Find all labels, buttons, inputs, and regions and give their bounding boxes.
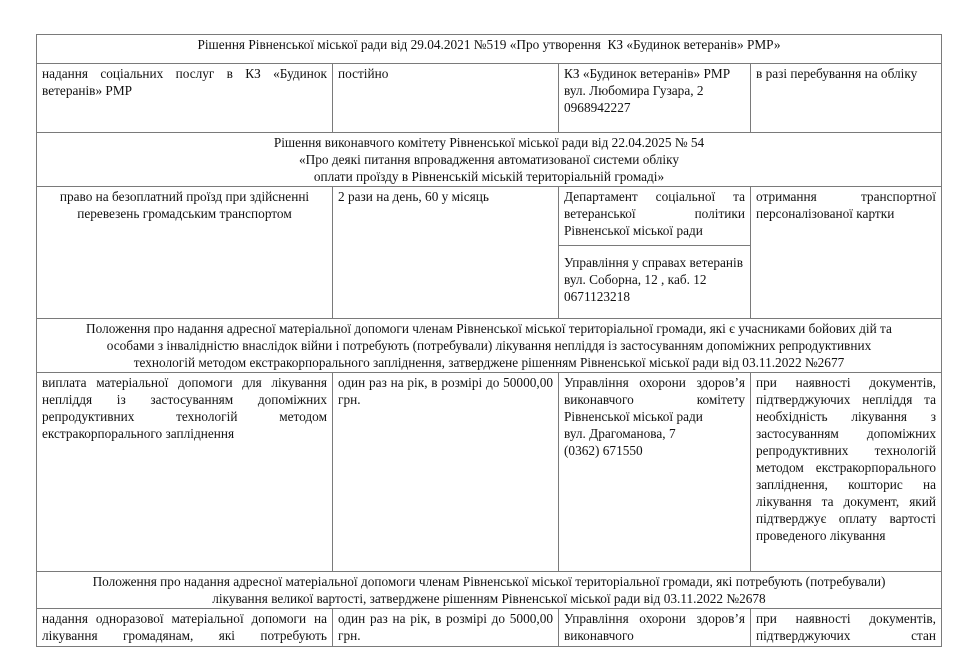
section-header <box>37 319 942 373</box>
frequency-cell: один раз на рік, в розмірі до 5000,00 грн. <box>333 609 559 647</box>
frequency-cell: один раз на рік, в розмірі до 50000,00 грн. <box>333 373 559 572</box>
section-header <box>37 572 942 609</box>
provider-secondary <box>559 245 750 305</box>
provider-cell: Управління охорони здоров’я виконавчого <box>559 609 751 647</box>
condition-cell: при наявності документів, підтверджуючих непліддя та необхідність лікування з застосуванням допоміжних репродуктивних технологій методом екстракорпорального запліднення, кошторис на лікування та документ, який підтверджує оплату вартості проведеного лікування <box>751 373 942 572</box>
section-header <box>37 35 942 64</box>
provider-phone: (0362) 671550 <box>564 443 643 458</box>
provider-name: Управління у справах ветеранів <box>564 255 743 270</box>
header-line: лікування великої вартості, затверджене рішенням Рівненської міської ради від 03.11.2022 №2678 <box>212 591 766 606</box>
service-cell: право на безоплатний проїзд при здійсненні перевезень громадським транспортом <box>37 187 333 319</box>
provider-address: вул. Соборна, 12 , каб. 12 <box>564 272 707 287</box>
provider-phone: 0671123218 <box>564 289 630 304</box>
frequency-cell: 2 рази на день, 60 у місяць <box>333 187 559 319</box>
benefits-table <box>36 34 942 647</box>
header-line: Положення про надання адресної матеріальної допомоги членам Рівненської міської територіальної громади, які потребують (потребували) <box>92 574 886 589</box>
provider-phone: 0968942227 <box>564 100 631 115</box>
provider-name: Департамент соціальної та ветеранської політики Рівненської міської ради <box>564 189 745 238</box>
provider-primary <box>564 188 745 245</box>
service-cell: надання соціальних послуг в КЗ «Будинок ветеранів» РМР <box>37 64 333 133</box>
table-row <box>37 609 942 647</box>
header-line: Рішення Рівненської міської ради від 29.04.2021 №519 «Про утворення КЗ «Будинок ветеранів» РМР» <box>197 37 781 52</box>
header-line: Положення про надання адресної матеріальної допомоги членам Рівненської міської територіальної громади, які є учасниками бойових дій та <box>86 321 892 336</box>
table-row <box>37 64 942 133</box>
section-header-row <box>37 319 942 373</box>
section-header-row <box>37 133 942 187</box>
frequency-cell: постійно <box>333 64 559 133</box>
header-line: «Про деякі питання впровадження автоматизованої системи обліку <box>298 152 680 167</box>
condition-cell: при наявності документів, підтверджуючих стан <box>751 609 942 647</box>
header-line: Рішення виконавчого комітету Рівненської міської ради від 22.04.2025 № 54 <box>273 135 705 150</box>
provider-address: вул. Драгоманова, 7 <box>564 426 676 441</box>
provider-name: Управління охорони здоров’я виконавчого комітету Рівненської міської ради <box>564 375 745 424</box>
section-header-row <box>37 35 942 64</box>
header-line: особами з інвалідністю внаслідок війни і потребують (потребували) лікування непліддя із застосуванням допоміжних репродуктивних <box>106 338 872 353</box>
section-header <box>37 133 942 187</box>
provider-cell <box>559 64 751 133</box>
condition-cell: отримання транспортної персоналізованої картки <box>751 187 942 319</box>
header-line: технологій методом екстракорпорального запліднення, затверджене рішенням Рівненської міської ради від 03.11.2022 №2677 <box>133 355 845 370</box>
service-cell: виплата матеріальної допомоги для лікування непліддя із застосуванням допоміжних репродуктивних технологій методом екстракорпорального запліднення <box>37 373 333 572</box>
section-header-row <box>37 572 942 609</box>
condition-cell: в разі перебування на обліку <box>751 64 942 133</box>
provider-address: вул. Любомира Гузара, 2 <box>564 83 704 98</box>
provider-cell <box>559 187 751 319</box>
table-row <box>37 373 942 572</box>
service-cell: надання одноразової матеріальної допомоги на лікування громадянам, які потребують <box>37 609 333 647</box>
provider-name: КЗ «Будинок ветеранів» РМР <box>564 66 731 81</box>
header-line: оплати проїзду в Рівненській міській територіальній громаді» <box>313 169 665 184</box>
table-row <box>37 187 942 319</box>
provider-cell <box>559 373 751 572</box>
